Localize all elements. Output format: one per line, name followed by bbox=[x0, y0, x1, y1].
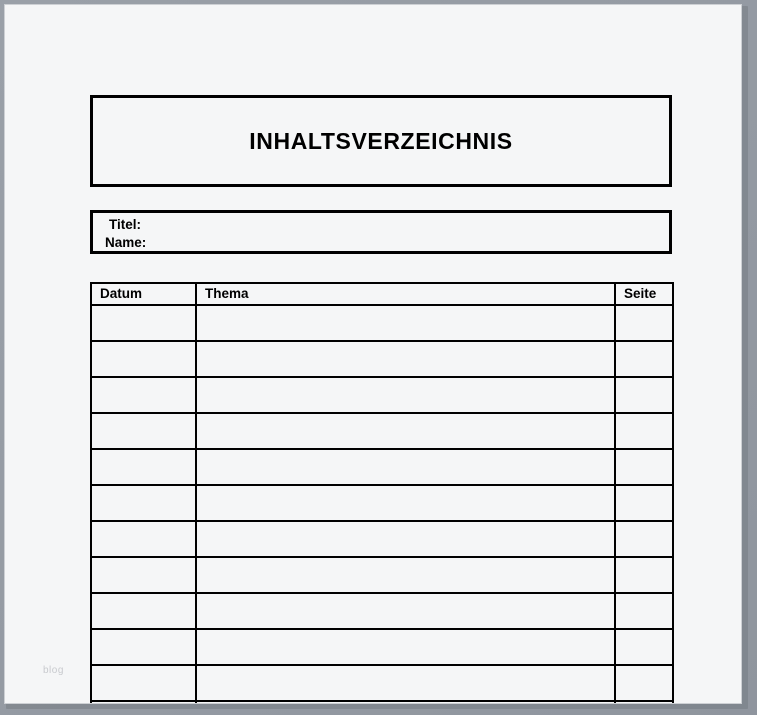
cell-seite[interactable] bbox=[615, 557, 673, 593]
cell-thema[interactable] bbox=[196, 701, 615, 704]
cell-datum[interactable] bbox=[91, 413, 196, 449]
document-content bbox=[90, 95, 672, 704]
table-row bbox=[91, 485, 673, 521]
meta-box bbox=[90, 210, 672, 254]
page-title: INHALTSVERZEICHNIS bbox=[249, 127, 513, 154]
cell-seite[interactable] bbox=[615, 665, 673, 701]
cell-seite[interactable] bbox=[615, 521, 673, 557]
table-row bbox=[91, 449, 673, 485]
cell-datum[interactable] bbox=[91, 485, 196, 521]
cell-datum[interactable] bbox=[91, 377, 196, 413]
cell-thema[interactable] bbox=[196, 521, 615, 557]
cell-thema[interactable] bbox=[196, 485, 615, 521]
cell-seite[interactable] bbox=[615, 485, 673, 521]
cell-seite[interactable] bbox=[615, 305, 673, 341]
table-row bbox=[91, 341, 673, 377]
table-row bbox=[91, 665, 673, 701]
table-row bbox=[91, 377, 673, 413]
table-row bbox=[91, 305, 673, 341]
titel-label: Titel: bbox=[109, 217, 142, 232]
cell-seite[interactable] bbox=[615, 341, 673, 377]
cell-thema[interactable] bbox=[196, 449, 615, 485]
cell-datum[interactable] bbox=[91, 629, 196, 665]
cell-seite[interactable] bbox=[615, 701, 673, 704]
column-header-thema: Thema bbox=[196, 283, 615, 305]
cell-thema[interactable] bbox=[196, 377, 615, 413]
cell-seite[interactable] bbox=[615, 593, 673, 629]
cell-thema[interactable] bbox=[196, 413, 615, 449]
cell-thema[interactable] bbox=[196, 341, 615, 377]
cell-datum[interactable] bbox=[91, 341, 196, 377]
table-row bbox=[91, 593, 673, 629]
cell-seite[interactable] bbox=[615, 413, 673, 449]
cell-datum[interactable] bbox=[91, 449, 196, 485]
watermark: blog bbox=[43, 665, 64, 676]
cell-thema[interactable] bbox=[196, 557, 615, 593]
cell-seite[interactable] bbox=[615, 629, 673, 665]
name-label: Name: bbox=[105, 235, 147, 250]
cell-thema[interactable] bbox=[196, 593, 615, 629]
table-row bbox=[91, 629, 673, 665]
table-row bbox=[91, 413, 673, 449]
cell-datum[interactable] bbox=[91, 521, 196, 557]
cell-thema[interactable] bbox=[196, 305, 615, 341]
cell-datum[interactable] bbox=[91, 557, 196, 593]
cell-datum[interactable] bbox=[91, 665, 196, 701]
column-header-seite: Seite bbox=[615, 283, 673, 305]
table-row bbox=[91, 701, 673, 704]
table-row bbox=[91, 521, 673, 557]
cell-thema[interactable] bbox=[196, 665, 615, 701]
toc-table bbox=[90, 282, 674, 704]
table-body bbox=[91, 305, 673, 704]
column-header-datum: Datum bbox=[91, 283, 196, 305]
cell-datum[interactable] bbox=[91, 593, 196, 629]
cell-seite[interactable] bbox=[615, 449, 673, 485]
document-page bbox=[4, 4, 742, 704]
table-row bbox=[91, 557, 673, 593]
table-header-row bbox=[91, 283, 673, 305]
cell-seite[interactable] bbox=[615, 377, 673, 413]
title-box bbox=[90, 95, 672, 187]
cell-datum[interactable] bbox=[91, 701, 196, 704]
cell-datum[interactable] bbox=[91, 305, 196, 341]
cell-thema[interactable] bbox=[196, 629, 615, 665]
